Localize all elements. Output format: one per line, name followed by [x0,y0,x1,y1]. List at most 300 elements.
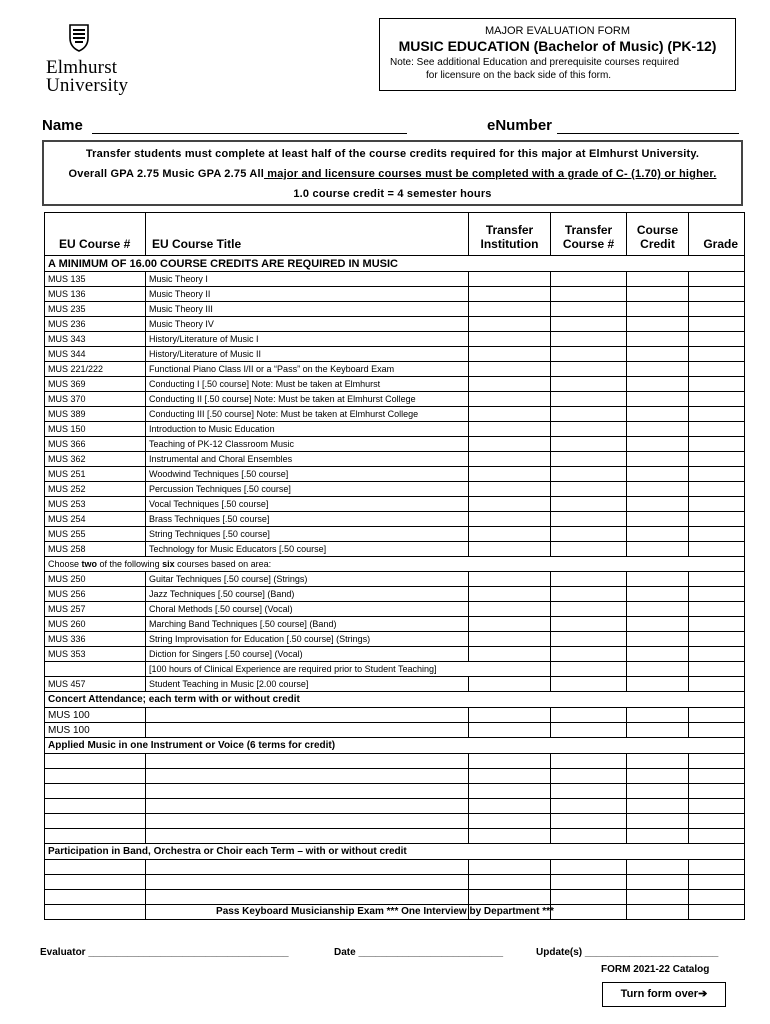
course-code: MUS 343 [45,332,146,347]
table-row [45,362,745,377]
transfer-course-cell[interactable] [551,617,627,632]
section-applied-row [45,738,745,754]
transfer-course-cell[interactable] [551,302,627,317]
course-credit-cell[interactable] [627,302,689,317]
transfer-course-cell[interactable] [551,814,627,829]
course-title: Jazz Techniques [.50 course] (Band) [146,587,469,602]
table-row [45,392,745,407]
course-title: Technology for Music Educators [.50 course] [146,542,469,557]
transfer-course-cell[interactable] [551,377,627,392]
course-credit-cell[interactable] [627,860,689,875]
header-note-line2: for licensure on the back side of this form. [426,70,612,81]
table-row [45,890,745,905]
col-eu-course: EU Course # [45,213,146,256]
course-code: MUS 362 [45,452,146,467]
course-title: Marching Band Techniques [.50 course] (Band) [146,617,469,632]
course-credit-cell[interactable] [627,422,689,437]
university-logo [46,24,156,95]
table-row [45,407,745,422]
grade-cell[interactable] [689,875,745,890]
transfer-institution-cell[interactable] [469,860,551,875]
table-row [45,467,745,482]
transfer-course-cell[interactable] [551,512,627,527]
student-info-row [42,117,742,137]
transfer-institution-cell[interactable] [469,708,551,723]
course-credit-cell[interactable] [627,677,689,692]
course-code: MUS 370 [45,392,146,407]
course-credit-cell[interactable] [627,407,689,422]
clinical-note: [100 hours of Clinical Experience are required prior to Student Teaching] [146,662,551,677]
course-title[interactable] [146,754,469,769]
name-field[interactable] [92,133,407,134]
course-title: History/Literature of Music I [146,332,469,347]
course-credit-cell[interactable] [627,317,689,332]
transfer-institution-cell[interactable] [469,362,551,377]
table-row [45,799,745,814]
table-row [45,302,745,317]
section-concert-row [45,692,745,708]
date-field[interactable]: Date __________________________ [334,947,504,958]
col-course-credit: Course Credit [627,213,689,256]
course-credit-cell[interactable] [627,452,689,467]
course-title: Introduction to Music Education [146,422,469,437]
transfer-institution-cell[interactable] [469,890,551,905]
transfer-course-cell[interactable] [551,890,627,905]
course-credit-cell[interactable] [627,769,689,784]
table-row [45,317,745,332]
course-code: MUS 256 [45,587,146,602]
updates-field[interactable]: Update(s) ________________________ [536,947,719,958]
grade-cell[interactable] [689,317,745,332]
transfer-institution-cell[interactable] [469,482,551,497]
course-code: MUS 255 [45,527,146,542]
grade-cell[interactable] [689,302,745,317]
grade-cell[interactable] [689,272,745,287]
transfer-institution-cell[interactable] [469,272,551,287]
table-row [45,769,745,784]
transfer-institution-cell[interactable] [469,512,551,527]
table-row [45,452,745,467]
col-transfer-course: Transfer Course # [551,213,627,256]
transfer-institution-cell[interactable] [469,632,551,647]
table-row [45,677,745,692]
logo-word-2: University [46,75,129,96]
grade-cell[interactable] [689,512,745,527]
course-code[interactable] [45,784,146,799]
col-grade: Grade [689,213,745,256]
course-title: Conducting II [.50 course] Note: Must be taken at Elmhurst College [146,392,469,407]
transfer-course-cell[interactable] [551,754,627,769]
grade-cell[interactable] [689,829,745,844]
transfer-institution-cell[interactable] [469,769,551,784]
grade-cell[interactable] [689,377,745,392]
course-code: MUS 369 [45,377,146,392]
course-title: String Improvisation for Education [.50 course] (Strings) [146,632,469,647]
transfer-institution-cell[interactable] [469,287,551,302]
grade-cell[interactable] [689,662,745,677]
transfer-institution-cell[interactable] [469,799,551,814]
course-title: String Techniques [.50 course] [146,527,469,542]
transfer-institution-cell[interactable] [469,754,551,769]
table-row [45,723,745,738]
course-title: Conducting I [.50 course] Note: Must be taken at Elmhurst [146,377,469,392]
transfer-course-cell[interactable] [551,272,627,287]
transfer-institution-cell[interactable] [469,875,551,890]
course-credit-cell[interactable] [627,377,689,392]
course-credit-cell[interactable] [627,467,689,482]
grade-cell[interactable] [689,677,745,692]
course-code: MUS 336 [45,632,146,647]
requirement-line-1: Transfer students must complete at least half of the course credits required for this major at Elmhurst University. [85,148,700,160]
course-title: Music Theory IV [146,317,469,332]
choose-electives-label: Choose two of the following six courses based on area: [45,557,745,572]
course-credit-cell[interactable] [627,347,689,362]
transfer-course-cell[interactable] [551,407,627,422]
transfer-course-cell[interactable] [551,452,627,467]
course-code: MUS 235 [45,302,146,317]
transfer-course-cell[interactable] [551,632,627,647]
transfer-course-cell[interactable] [551,482,627,497]
transfer-course-cell[interactable] [551,799,627,814]
table-row [45,287,745,302]
course-code: MUS 260 [45,617,146,632]
grade-cell[interactable] [689,572,745,587]
course-code: MUS 236 [45,317,146,332]
course-credit-cell[interactable] [627,572,689,587]
transfer-institution-cell[interactable] [469,587,551,602]
course-title: Vocal Techniques [.50 course] [146,497,469,512]
course-code[interactable] [45,814,146,829]
table-row [45,602,745,617]
grade-cell[interactable] [689,332,745,347]
transfer-course-cell[interactable] [551,437,627,452]
course-title[interactable] [146,769,469,784]
grade-cell[interactable] [689,890,745,905]
university-crest-icon [67,24,91,52]
course-credit-cell[interactable] [627,437,689,452]
course-credit-cell[interactable] [627,617,689,632]
empty-code-cell [45,662,146,677]
grade-cell[interactable] [689,632,745,647]
transfer-course-cell[interactable] [551,317,627,332]
transfer-institution-cell[interactable] [469,617,551,632]
grade-requirement-text: major and licensure courses must be completed with a grade of C- (1.70) or higher. [264,168,717,180]
course-credit-cell[interactable] [627,362,689,377]
table-row [45,332,745,347]
table-header-row [45,213,745,256]
course-credit-cell[interactable] [627,875,689,890]
course-code: MUS 136 [45,287,146,302]
course-code: MUS 135 [45,272,146,287]
transfer-course-cell[interactable] [551,542,627,557]
course-credit-cell[interactable] [627,272,689,287]
header-note-line1: Note: See additional Education and prerequisite courses required [390,57,680,68]
transfer-institution-cell[interactable] [469,677,551,692]
transfer-course-cell[interactable] [551,784,627,799]
course-title: Brass Techniques [.50 course] [146,512,469,527]
transfer-course-cell[interactable] [551,677,627,692]
transfer-course-cell[interactable] [551,572,627,587]
course-title[interactable] [146,875,469,890]
section-participation-row [45,844,745,860]
grade-cell[interactable] [689,587,745,602]
table-row [45,572,745,587]
transfer-institution-cell[interactable] [469,437,551,452]
table-row [45,272,745,287]
course-code: MUS 253 [45,497,146,512]
course-credit-cell[interactable] [627,799,689,814]
course-code[interactable] [45,860,146,875]
table-row [45,512,745,527]
course-table [44,212,745,920]
table-row [45,784,745,799]
grade-cell[interactable] [689,708,745,723]
table-row [45,617,745,632]
transfer-course-cell[interactable] [551,497,627,512]
grade-cell[interactable] [689,754,745,769]
section-participation-label: Participation in Band, Orchestra or Choir each Term – with or without credit [45,844,745,860]
course-credit-cell[interactable] [627,647,689,662]
course-credit-cell[interactable] [627,512,689,527]
transfer-course-cell[interactable] [551,587,627,602]
course-credit-cell[interactable] [627,723,689,738]
transfer-institution-cell[interactable] [469,527,551,542]
table-row [45,542,745,557]
grade-cell[interactable] [689,542,745,557]
grade-cell[interactable] [689,814,745,829]
grade-cell[interactable] [689,723,745,738]
course-code[interactable] [45,769,146,784]
course-credit-cell[interactable] [627,332,689,347]
section-concert-label: Concert Attendance; each term with or without credit [45,692,745,708]
transfer-course-cell[interactable] [551,422,627,437]
transfer-institution-cell[interactable] [469,572,551,587]
course-title: Choral Methods [.50 course] (Vocal) [146,602,469,617]
section-applied-label: Applied Music in one Instrument or Voice (6 terms for credit) [45,738,745,754]
requirement-line-2 [44,168,741,180]
grade-cell[interactable] [689,287,745,302]
transfer-institution-cell[interactable] [469,784,551,799]
table-row [45,497,745,512]
transfer-course-cell[interactable] [551,332,627,347]
course-credit-cell[interactable] [627,542,689,557]
table-row [45,422,745,437]
course-code[interactable] [45,875,146,890]
grade-cell[interactable] [689,392,745,407]
grade-cell[interactable] [689,602,745,617]
transfer-course-cell[interactable] [551,860,627,875]
form-type: MAJOR EVALUATION FORM [484,25,631,37]
transfer-institution-cell[interactable] [469,602,551,617]
header-note [380,56,735,82]
table-row [45,482,745,497]
transfer-institution-cell[interactable] [469,317,551,332]
course-code: MUS 366 [45,437,146,452]
grade-cell[interactable] [689,647,745,662]
course-code: MUS 150 [45,422,146,437]
course-credit-cell[interactable] [627,392,689,407]
course-title: Woodwind Techniques [.50 course] [146,467,469,482]
grade-cell[interactable] [689,784,745,799]
course-title[interactable] [146,890,469,905]
course-code: MUS 389 [45,407,146,422]
form-header [379,18,736,91]
course-title: Teaching of PK-12 Classroom Music [146,437,469,452]
course-code: MUS 353 [45,647,146,662]
course-credit-cell[interactable] [627,784,689,799]
course-title[interactable] [146,723,469,738]
course-title[interactable] [146,708,469,723]
grade-cell[interactable] [689,422,745,437]
transfer-institution-cell[interactable] [469,422,551,437]
table-row [45,860,745,875]
transfer-institution-cell[interactable] [469,347,551,362]
transfer-course-cell[interactable] [551,467,627,482]
transfer-institution-cell[interactable] [469,302,551,317]
course-title: History/Literature of Music II [146,347,469,362]
evaluator-field[interactable]: Evaluator ____________________________________ [40,947,289,958]
transfer-institution-cell[interactable] [469,814,551,829]
course-title: Music Theory III [146,302,469,317]
transfer-institution-cell[interactable] [469,392,551,407]
enumber-field[interactable] [557,133,739,134]
pass-note: Pass Keyboard Musicianship Exam *** One Interview by Department *** [216,906,554,917]
course-credit-cell[interactable] [627,814,689,829]
turn-form-over-box: Turn form over➔ [602,982,726,1007]
transfer-institution-cell[interactable] [469,377,551,392]
transfer-course-cell[interactable] [551,708,627,723]
transfer-institution-cell[interactable] [469,452,551,467]
grade-cell[interactable] [689,799,745,814]
grade-cell[interactable] [689,362,745,377]
transfer-institution-cell[interactable] [469,647,551,662]
transfer-course-cell[interactable] [551,602,627,617]
course-title: Conducting III [.50 course] Note: Must be taken at Elmhurst College [146,407,469,422]
grade-cell[interactable] [689,347,745,362]
table-row [45,875,745,890]
transfer-institution-cell[interactable] [469,467,551,482]
transfer-institution-cell[interactable] [469,542,551,557]
transfer-institution-cell[interactable] [469,407,551,422]
course-credit-cell[interactable] [627,829,689,844]
course-code: MUS 251 [45,467,146,482]
grade-cell[interactable] [689,527,745,542]
grade-cell[interactable] [689,437,745,452]
transfer-institution-cell[interactable] [469,332,551,347]
course-code: MUS 100 [45,723,146,738]
course-title: Guitar Techniques [.50 course] (Strings) [146,572,469,587]
course-code: MUS 257 [45,602,146,617]
table-row [45,527,745,542]
requirements-box [42,140,743,206]
course-credit-cell[interactable] [627,890,689,905]
course-credit-cell[interactable] [627,482,689,497]
table-row [45,708,745,723]
course-title: Functional Piano Class I/II or a “Pass” on the Keyboard Exam [146,362,469,377]
table-row [45,647,745,662]
course-credit-cell[interactable] [627,587,689,602]
course-code: MUS 250 [45,572,146,587]
course-title: Student Teaching in Music [2.00 course] [146,677,469,692]
course-code: MUS 258 [45,542,146,557]
course-title[interactable] [146,829,469,844]
course-credit-cell[interactable] [627,632,689,647]
course-code[interactable] [45,799,146,814]
clinical-note-row [45,662,745,677]
grade-cell[interactable] [689,497,745,512]
transfer-course-cell[interactable] [551,392,627,407]
table-row [45,347,745,362]
course-credit-cell[interactable] [627,662,689,677]
course-code: MUS 457 [45,677,146,692]
course-title[interactable] [146,784,469,799]
enumber-label: eNumber [487,117,553,134]
grade-cell[interactable] [689,482,745,497]
gpa-text: Overall GPA 2.75 Music GPA 2.75 All [68,168,265,180]
course-code: MUS 254 [45,512,146,527]
course-credit-cell[interactable] [627,497,689,512]
course-credit-cell[interactable] [627,754,689,769]
transfer-course-cell[interactable] [551,287,627,302]
transfer-course-cell[interactable] [551,347,627,362]
grade-cell[interactable] [689,769,745,784]
grade-cell[interactable] [689,467,745,482]
grade-cell[interactable] [689,860,745,875]
course-credit-cell[interactable] [627,527,689,542]
choose-electives-row [45,557,745,572]
grade-cell[interactable] [689,617,745,632]
course-code: MUS 252 [45,482,146,497]
course-code[interactable] [45,829,146,844]
course-title: Music Theory I [146,272,469,287]
logo-word-1: Elmhurst [46,57,118,78]
table-row [45,814,745,829]
course-credit-cell[interactable] [627,602,689,617]
grade-cell[interactable] [689,407,745,422]
transfer-course-cell[interactable] [551,362,627,377]
form-catalog-label: FORM 2021-22 Catalog [601,964,710,975]
col-transfer-institution: Transfer Institution [469,213,551,256]
section-music-row [45,256,745,272]
table-row [45,754,745,769]
course-code[interactable] [45,890,146,905]
transfer-institution-cell[interactable] [469,723,551,738]
course-title[interactable] [146,814,469,829]
course-code[interactable] [45,754,146,769]
transfer-institution-cell[interactable] [469,497,551,512]
transfer-course-cell[interactable] [551,875,627,890]
transfer-course-cell[interactable] [551,723,627,738]
course-credit-cell[interactable] [627,287,689,302]
transfer-course-cell[interactable] [551,769,627,784]
grade-cell[interactable] [689,452,745,467]
course-code: MUS 100 [45,708,146,723]
course-title: Instrumental and Choral Ensembles [146,452,469,467]
transfer-course-cell[interactable] [551,647,627,662]
table-row [45,377,745,392]
transfer-course-cell[interactable] [551,662,627,677]
course-title[interactable] [146,799,469,814]
table-row [45,437,745,452]
transfer-course-cell[interactable] [551,527,627,542]
course-credit-cell[interactable] [627,708,689,723]
transfer-course-cell[interactable] [551,829,627,844]
name-label: Name [42,117,83,134]
transfer-institution-cell[interactable] [469,829,551,844]
section-music-label: A MINIMUM OF 16.00 COURSE CREDITS ARE REQUIRED IN MUSIC [45,256,745,272]
course-title[interactable] [146,860,469,875]
table-row [45,829,745,844]
